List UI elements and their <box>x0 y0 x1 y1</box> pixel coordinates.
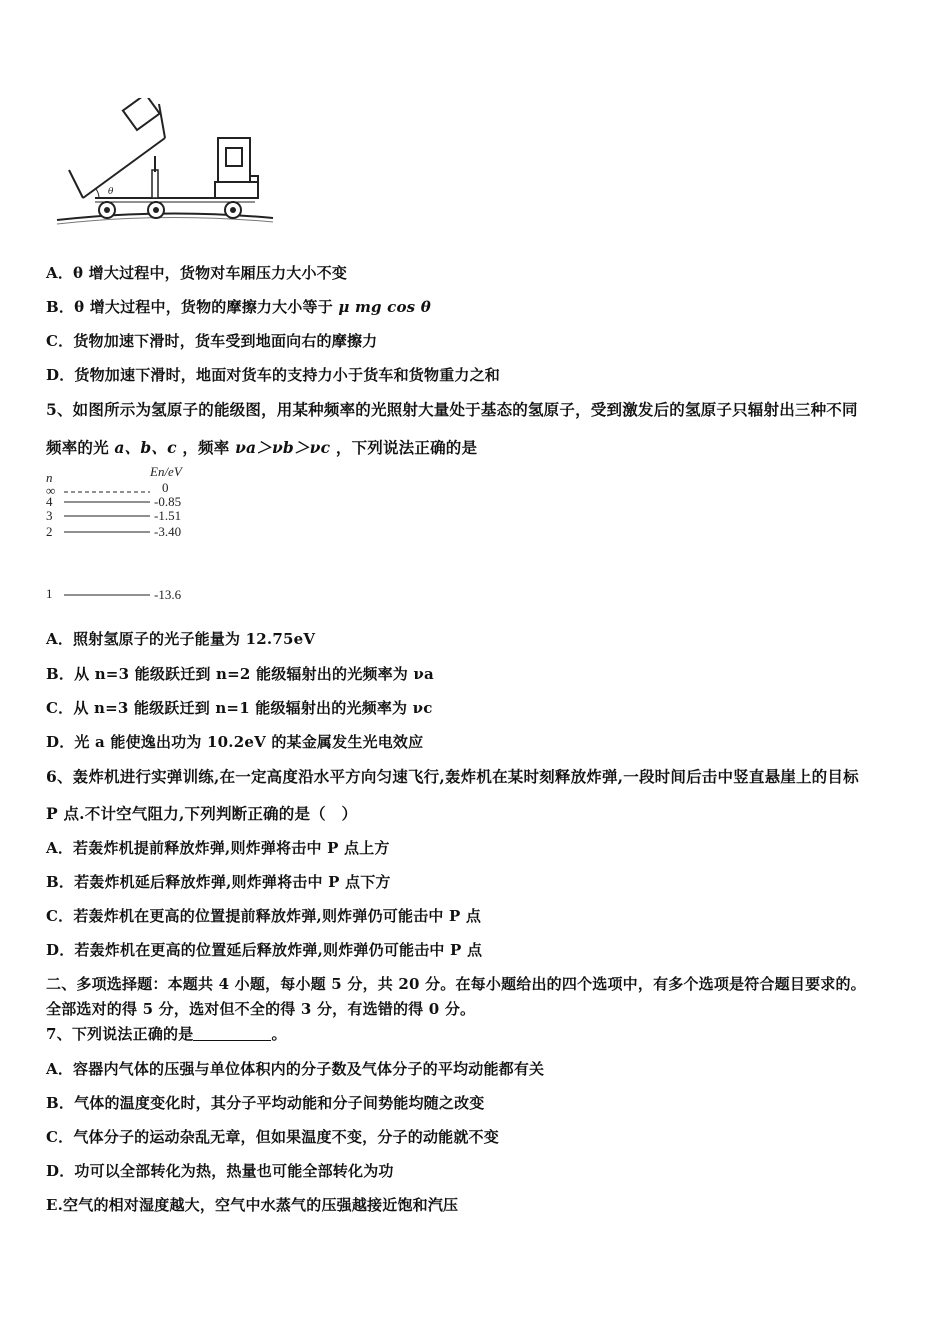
q5-stem-line1: 5、如图所示为氢原子的能级图，用某种频率的光照射大量处于基态的氢原子，受到激发后的氢原子只辐射出三种不同 <box>46 400 858 419</box>
q7-option-b: B．气体的温度变化时，其分子平均动能和分子间势能均随之改变 <box>46 1094 485 1112</box>
level-energy-inf: 0 <box>162 480 169 495</box>
q5-frequency-relation: νa＞νb＞νc <box>235 438 331 457</box>
dump-truck-figure <box>55 98 275 230</box>
level-n-3: 3 <box>46 508 53 523</box>
q6-option-b: B．若轰炸机延后释放炸弹,则炸弹将击中 P 点下方 <box>46 873 391 891</box>
q7-option-a: A．容器内气体的压强与单位体积内的分子数及气体分子的平均动能都有关 <box>46 1060 545 1078</box>
hydrogen-energy-level-diagram <box>40 462 220 612</box>
q6-stem-line1: 6、轰炸机进行实弹训练,在一定高度沿水平方向匀速飞行,轰炸机在某时刻释放炸弹,一段时间后击中竖直悬崖上的目标 <box>46 767 859 786</box>
q4-option-d: D．货物加速下滑时，地面对货车的支持力小于货车和货物重力之和 <box>46 366 501 384</box>
q7-option-d: D．功可以全部转化为热，热量也可能全部转化为功 <box>46 1162 394 1180</box>
q5-option-c: C．从 n=3 能级跃迁到 n=1 能级辐射出的光频率为 νc <box>46 699 433 717</box>
q5-stem-line2 <box>46 436 477 458</box>
q7-option-c: C．气体分子的运动杂乱无章，但如果温度不变，分子的动能就不变 <box>46 1128 499 1146</box>
q5-stem-text-c: ，下列说法正确的是 <box>335 438 478 457</box>
q5-light-vars: a、b、c <box>114 438 177 457</box>
diagram-n-label: n <box>46 470 53 485</box>
q7-option-e: E.空气的相对湿度越大，空气中水蒸气的压强越接近饱和汽压 <box>46 1196 459 1214</box>
q5-stem-text-b: ，频率 <box>182 438 230 457</box>
level-energy-3: -1.51 <box>154 508 182 523</box>
svg-text:θ: θ <box>108 187 114 197</box>
q6-option-c: C．若轰炸机在更高的位置提前释放炸弹,则炸弹仍可能击中 P 点 <box>46 907 482 925</box>
level-n-inf: ∞ <box>46 483 56 498</box>
section2-line1: 二、多项选择题：本题共 4 小题，每小题 5 分，共 20 分。在每小题给出的四个选项中，有多个选项是符合题目要求的。 <box>46 975 866 993</box>
section2-line2: 全部选对的得 5 分，选对但不全的得 3 分，有选错的得 0 分。 <box>46 1000 476 1018</box>
q4-option-a: A．θ 增大过程中，货物对车厢压力大小不变 <box>46 264 348 282</box>
q7-answer-blank <box>193 1026 271 1041</box>
q7-stem <box>46 1023 287 1044</box>
q6-option-a: A．若轰炸机提前释放炸弹,则炸弹将击中 P 点上方 <box>46 839 390 857</box>
diagram-energy-label: En/eV <box>150 464 182 479</box>
level-energy-2: -3.40 <box>154 524 182 539</box>
level-energy-4: -0.85 <box>154 494 182 509</box>
q4-option-b <box>46 296 431 317</box>
q6-option-d: D．若轰炸机在更高的位置延后释放炸弹,则炸弹仍可能击中 P 点 <box>46 941 483 959</box>
q5-option-a: A．照射氢原子的光子能量为 12.75eV <box>46 630 316 648</box>
q5-stem-text-a: 频率的光 <box>46 438 109 457</box>
q5-option-b: B．从 n=3 能级跃迁到 n=2 能级辐射出的光频率为 νa <box>46 665 434 683</box>
level-n-1: 1 <box>46 586 53 601</box>
level-energy-1: -13.6 <box>154 587 182 602</box>
q5-option-d: D．光 a 能使逸出功为 10.2eV 的某金属发生光电效应 <box>46 733 424 751</box>
q4-option-b-text: B．θ 增大过程中，货物的摩擦力大小等于 <box>46 298 333 316</box>
q7-stem-end: 。 <box>271 1025 287 1043</box>
q4-option-b-formula: μ mg cos θ <box>338 298 431 316</box>
q7-stem-text: 7、下列说法正确的是 <box>46 1025 194 1043</box>
level-n-4: 4 <box>46 494 53 509</box>
level-n-2: 2 <box>46 524 53 539</box>
q6-stem-line2: P 点.不计空气阻力,下列判断正确的是（ ） <box>46 804 358 823</box>
q4-option-c: C．货物加速下滑时，货车受到地面向右的摩擦力 <box>46 332 378 350</box>
